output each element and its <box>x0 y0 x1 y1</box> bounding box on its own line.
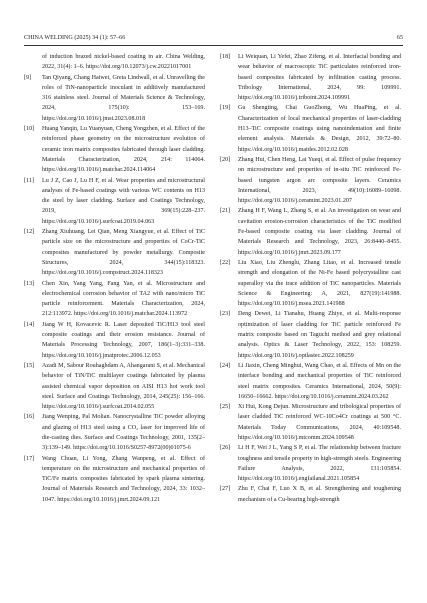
reference-entry <box>24 279 205 320</box>
reference-number: [16] <box>24 414 35 421</box>
reference-text: Li Weiquan, Li Yefei, Zhao Zifeng, et al. Interfacial bonding and wear behavior of macroscopic TiC particulates reinforced iron-based composites fabricated by infiltration casting process. Tribology International, 2024, 99: 109991. https://doi.org/10.1016/j.triboint.2024.109991 <box>238 54 401 102</box>
reference-entry <box>24 124 205 175</box>
reference-number: [27] <box>220 486 231 493</box>
reference-number: [12] <box>24 229 35 236</box>
reference-text: Deng Dewei, Li Tianahu, Huang Zhiye, et al. Multi-response optimization of laser cladding for TiC particle reinforced Fe matrix composite based on Taguchi method and grey relational analysis. Optics & Laser Technology, 2022, 153: 108259. https://doi.org/10.1016/j.optlastec.2022.108259 <box>238 311 401 359</box>
reference-text: Zhu F, Chai F, Luo X B, et al. Strengthening and toughening mechanism of a Cu-bearing high-strength <box>238 486 401 503</box>
reference-number: [10] <box>24 126 35 133</box>
reference-text: of induction brazed nickel-based coating in air. China Welding, 2022, 31(4): 1–6. https://doi.org/10.12073/j.cw.20221017001 <box>42 54 205 71</box>
reference-number: [25] <box>220 404 231 411</box>
reference-number: [11] <box>24 177 34 184</box>
reference-entry <box>220 206 401 257</box>
reference-entry <box>220 52 401 103</box>
reference-number: [22] <box>220 259 231 266</box>
reference-number: [20] <box>220 156 231 163</box>
reference-entry <box>24 454 205 505</box>
reference-text: Tan Qiyang, Chang Haiwei, Greta Lindwall, et al. Unravelling the roles of TiN-nanoparticle inoculant in additively manufactured 316 stainless steel. Journal of Materials Science & Technology, 2024, 175(10): 153–169. https://doi.org/10.1016/j.jmst.2023.08.018 <box>42 74 205 122</box>
reference-number: [9] <box>24 74 32 81</box>
reference-text: Gu Shengting, Chai GuoZhong, Wu HuaPing, et al. Characterization of local mechanical properties of laser-cladding H13–TiC composite coatings using nanoindentation and finite element analysis. Materials & Design, 2012, 39:72–80. https://doi.org/10.1016/j.matdes.2012.02.028 <box>238 105 401 153</box>
reference-entry <box>220 402 401 443</box>
reference-text: Azadi M, Sabour Rouhaghdam A, Ahangarani S, et al. Mechanical behavior of TiN/TiC multilayer coatings fabricated by plasma assisted chemical vapor deposition on AISI H13 hot work tool steel. Surface and Coatings Technology, 2014, 245(25): 156–166. https://doi.org/10.1016/j.surfcoat.2014.02.055 <box>42 362 205 411</box>
reference-text: Wang Chuan, Li Yong, Zhang Wanpeng, et al. Effect of temperature on the microstructure and mechanical properties of TiC/Fe matrix composites fabricated by spark plasma sintering. Journal of Materials Research and Technology, 2024, 33: 1032–1047. https://doi.org/10.1016/j.jmrt.2024.09.121 <box>42 455 205 503</box>
reference-entry <box>24 361 205 412</box>
right-column <box>220 52 401 505</box>
reference-entry <box>220 484 401 505</box>
reference-number: [15] <box>24 362 35 369</box>
left-column <box>24 52 205 505</box>
reference-text: Jiang Wenping, Pal Molian. Nanocrystalline TiC powder alloying and glazing of H13 steel using a CO₂ laser for improved life of die-casting dies. Surface and Coatings Technology, 2001, 135(2–3):139–149. https://doi.org/10.1016/S0257-8972(00)01075-6 <box>42 414 205 452</box>
reference-entry <box>220 443 401 484</box>
reference-entry <box>24 320 205 361</box>
reference-number: [19] <box>220 105 231 112</box>
reference-text: Liu Xiao, Liu Zhenglu, Zhang Litao, et al. Increased tensile strength and elongation of the Ni-Fe based polycrystalline cast superalloy via the trace addition of TiC nanoparticles. Materials Science & Engineering: A, 2021, 827(19):141988. https://doi.org/10.1016/j.msea.2021.141988 <box>238 259 401 308</box>
reference-number: [21] <box>220 208 231 215</box>
reference-number: [17] <box>24 455 35 462</box>
reference-text: Zhang H F, Wang L, Zhang S, et al. An investigation on wear and cavitation erosion-corrosion characteristics of the TiC modified Fe-based composite coating via laser cladding. Journal of Materials Research and Technology, 2023, 26:8440–8455. https://doi.org/10.1016/j.jmrt.2023.09.177 <box>238 208 401 256</box>
reference-text: Xi Hui, Kong Dejun. Microstructure and tribological properties of laser cladded TiC reinforced WC-10Co4Cr coatings at 500 °C. Materials Today Communications, 2024, 40:109548. https://doi.org/10.1016/j.mtcomm.2024.109548 <box>238 404 401 441</box>
reference-entry <box>220 103 401 154</box>
reference-text: Huang Yanqin, Lu Yuanyuan, Cheng Yongzhen, et al. Effect of the reinforced phase geometry on the microstructure evolution of ceramic iron matrix composites fabricated through laser cladding. Materials Characterization, 2024, 214: 114064. https://doi.org/10.1016/j.matchar.2024.114064 <box>42 126 205 174</box>
reference-entry <box>24 412 205 453</box>
reference-entry <box>24 227 205 278</box>
running-header <box>24 32 403 44</box>
reference-entry <box>220 155 401 206</box>
reference-text: Zhang Hui, Chen Heng, Lai Yueqi, et al. Effect of pulse frequency on microstructure and properties of in-situ TiC reinforced Fe-based tungsten argon arc composite layers. Ceramics International, 2023, 49(10):16089–16098. https://doi.org/10.1016/j.ceramint.2023.01.207 <box>238 156 401 205</box>
reference-text: Li Jiaxin, Cheng Minghui, Wang Chao, et al. Effects of Mn on the interface bonding and mechanical properties of TiC reinforced steel matrix composites. Ceramics International, 2024, 50(9): 16650–16662. https://doi.org/10.1016/j.ceramint.2024.03.262 <box>238 362 401 400</box>
reference-number: [13] <box>24 280 35 287</box>
reference-number: [18] <box>220 54 231 60</box>
reference-text: Li H F, Wei J L, Yang S P, et al. The relationship between fracture toughness and tensile property in high-strength steels. Engineering Failure Analysis, 2022, 131:105854. https://doi.org/10.1016/j.engfailanal.2021.105854 <box>238 445 401 483</box>
reference-number: [14] <box>24 321 35 328</box>
reference-entry <box>220 258 401 309</box>
reference-entry <box>24 176 205 227</box>
reference-entry <box>24 52 205 73</box>
reference-number: [24] <box>220 362 231 369</box>
page-number: 65 <box>396 35 403 41</box>
reference-entry <box>220 361 401 402</box>
reference-entry <box>24 73 205 124</box>
reference-text: Chen Xin, Yang Yang, Fang Yan, et al. Microstructure and electrochemical corrosion behavior of TA2 with nano/micro TiC particle reinforcement. Materials Characterization, 2024, 212:113972. https://doi.org/10.1016/j.matchar.2024.113972 <box>42 280 205 318</box>
reference-text: Jiang W H, Kovacevic R. Laser deposited TiC/H13 tool steel composite coatings and their erosion resistance. Journal of Materials Processing Technology, 2007, 186(1–3):331–338. https://doi.org/10.1016/j.jmatprotec.2006.12.053 <box>42 321 205 359</box>
reference-entry <box>220 309 401 360</box>
reference-number: [23] <box>220 311 231 318</box>
header-rule <box>24 45 403 46</box>
journal-citation: CHINA WELDING (2025) 34 (1): 57–66 <box>24 35 126 41</box>
reference-number: [26] <box>220 445 231 452</box>
reference-text: Lu J Z, Cao J, Lu H F, et al. Wear properties and microstructural analyses of Fe-based coatings with various WC contents on H13 die steel by laser cladding. Surface and Coatings Technology, 2019, 369(15):228–237. https://doi.org/10.1016/j.surfcoat.2019.04.063 <box>42 177 205 225</box>
reference-text: Zhang Xiuhuang, Lei Qian, Meng Xiangyue, et al. Effect of TiC particle size on the microstructure and properties of CoCr-TiC composites manufactured by powder metallurgy. Composite Structures, 2024, 344(15):118323. https://doi.org/10.1016/j.compstruct.2024.118323 <box>42 229 205 277</box>
